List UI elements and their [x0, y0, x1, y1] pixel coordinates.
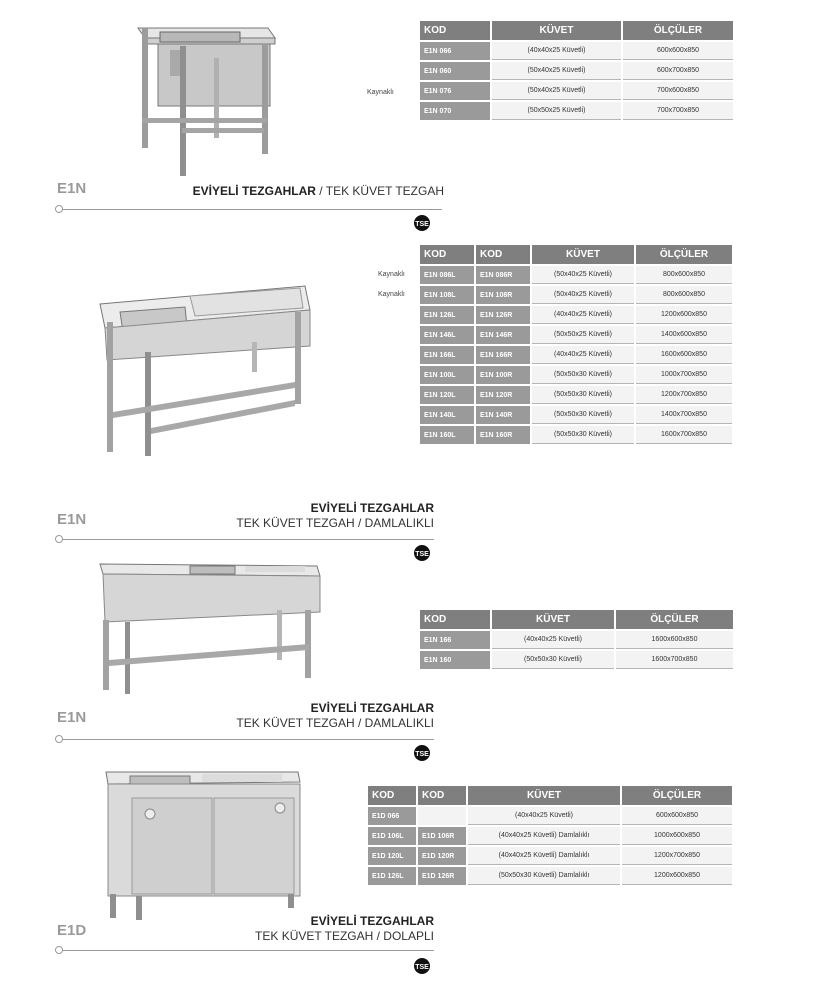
- code-right-cell: E1N 120R: [476, 386, 530, 404]
- table-row: [420, 42, 733, 60]
- code-left-cell: E1N 160L: [420, 426, 474, 444]
- section-subtitle: TEK KÜVET TEZGAH / DOLAPLI: [255, 929, 434, 943]
- section-title-bold: EVİYELİ TEZGAHLAR: [310, 914, 434, 928]
- dimension-cell: 1400x700x850: [636, 406, 732, 424]
- code-right-cell: E1N 108R: [476, 286, 530, 304]
- sink-cabinet-image: [102, 768, 302, 923]
- basin-cell: (50x50x30 Küvetli): [532, 426, 634, 444]
- code-right-cell: [418, 807, 466, 825]
- certification-icon: [412, 743, 432, 763]
- sink-table-long-image: [95, 560, 325, 700]
- dimension-cell: 600x700x850: [623, 62, 733, 80]
- code-cell: E1N 070: [420, 102, 490, 120]
- code-left-cell: E1D 126L: [368, 867, 416, 885]
- header-olculer: ÖLÇÜLER: [636, 245, 732, 264]
- table-row: [420, 366, 732, 384]
- basin-cell: (40x40x25 Küvetli) Damlalıklı: [468, 847, 620, 865]
- dimension-cell: 1600x700x850: [636, 426, 732, 444]
- spec-table-e1n-long: [418, 608, 735, 671]
- table-row: [420, 631, 733, 649]
- section-code: E1D: [57, 922, 87, 939]
- section-title: [193, 184, 444, 199]
- section-code: E1N: [57, 709, 87, 726]
- svg-text:TSE: TSE: [415, 751, 429, 758]
- table-row: [420, 426, 732, 444]
- table-row: [368, 867, 732, 885]
- basin-cell: (40x40x25 Küvetli): [492, 42, 621, 60]
- svg-text:TSE: TSE: [415, 551, 429, 558]
- dimension-cell: 700x600x850: [623, 82, 733, 100]
- header-kod: KOD: [420, 610, 490, 629]
- code-left-cell: E1N 120L: [420, 386, 474, 404]
- dimension-cell: 1200x600x850: [636, 306, 732, 324]
- code-left-cell: E1N 166L: [420, 346, 474, 364]
- dimension-cell: 800x600x850: [636, 266, 732, 284]
- section-title-bold: EVİYELİ TEZGAHLAR: [310, 701, 434, 715]
- basin-cell: (50x40x25 Küvetli): [492, 62, 621, 80]
- code-right-cell: E1D 126R: [418, 867, 466, 885]
- dimension-cell: 700x700x850: [623, 102, 733, 120]
- code-left-cell: E1D 106L: [368, 827, 416, 845]
- basin-cell: (50x50x25 Küvetli): [532, 326, 634, 344]
- table-row: [368, 807, 732, 825]
- header-kuvet: KÜVET: [532, 245, 634, 264]
- dimension-cell: 1600x600x850: [616, 631, 733, 649]
- spec-table-e1n-single: [418, 19, 735, 122]
- code-left-cell: E1N 100L: [420, 366, 474, 384]
- table-row: [420, 306, 732, 324]
- code-right-cell: E1N 146R: [476, 326, 530, 344]
- header-kod: KOD: [420, 21, 490, 40]
- header-kod-right: KOD: [476, 245, 530, 264]
- code-left-cell: E1N 086L: [420, 266, 474, 284]
- code-right-cell: E1D 120R: [418, 847, 466, 865]
- section-subtitle: TEK KÜVET TEZGAH / DAMLALIKLI: [236, 516, 434, 530]
- header-olculer: ÖLÇÜLER: [622, 786, 732, 805]
- dimension-cell: 600x600x850: [623, 42, 733, 60]
- basin-cell: (40x40x25 Küvetli): [532, 346, 634, 364]
- section-title-bold: EVİYELİ TEZGAHLAR: [192, 184, 316, 198]
- header-olculer: ÖLÇÜLER: [623, 21, 733, 40]
- dimension-cell: 1000x600x850: [622, 827, 732, 845]
- code-cell: E1N 076: [420, 82, 490, 100]
- basin-cell: (50x50x30 Küvetli) Damlalıklı: [468, 867, 620, 885]
- table-row: [420, 346, 732, 364]
- code-cell: E1N 160: [420, 651, 490, 669]
- header-kuvet: KÜVET: [492, 610, 614, 629]
- section-title-bold: EVİYELİ TEZGAHLAR: [310, 501, 434, 515]
- side-label-welded: Kaynaklı: [378, 291, 405, 298]
- section-subtitle: TEK KÜVET TEZGAH / DAMLALIKLI: [236, 716, 434, 730]
- table-row: [420, 82, 733, 100]
- table-row: [420, 62, 733, 80]
- dimension-cell: 1000x700x850: [636, 366, 732, 384]
- dimension-cell: 1200x700x850: [636, 386, 732, 404]
- basin-cell: (50x50x25 Küvetli): [492, 102, 621, 120]
- dimension-cell: 1600x600x850: [636, 346, 732, 364]
- section-title-rest: / TEK KÜVET TEZGAH: [315, 184, 444, 198]
- section-divider: [62, 539, 434, 540]
- dimension-cell: 1400x600x850: [636, 326, 732, 344]
- sink-table-drainboard-image: [95, 272, 315, 462]
- code-right-cell: E1N 086R: [476, 266, 530, 284]
- code-right-cell: E1D 106R: [418, 827, 466, 845]
- code-cell: E1N 066: [420, 42, 490, 60]
- header-olculer: ÖLÇÜLER: [616, 610, 733, 629]
- side-label-welded: Kaynaklı: [367, 89, 394, 96]
- dimension-cell: 1200x700x850: [622, 847, 732, 865]
- basin-cell: (50x50x30 Küvetli): [532, 366, 634, 384]
- section-divider: [62, 209, 442, 210]
- basin-cell: (40x40x25 Küvetli): [532, 306, 634, 324]
- table-row: [420, 651, 733, 669]
- basin-cell: (50x50x30 Küvetli): [532, 406, 634, 424]
- code-right-cell: E1N 160R: [476, 426, 530, 444]
- section-title: [236, 701, 434, 731]
- code-cell: E1N 166: [420, 631, 490, 649]
- spec-table-e1d-cabinet: [366, 784, 734, 887]
- section-code: E1N: [57, 180, 87, 197]
- svg-text:TSE: TSE: [415, 964, 429, 971]
- svg-text:TSE: TSE: [415, 221, 429, 228]
- section-divider: [62, 950, 434, 951]
- spec-table-e1n-drainboard: [418, 243, 734, 446]
- header-kod-right: KOD: [418, 786, 466, 805]
- basin-cell: (40x40x25 Küvetli): [492, 631, 614, 649]
- header-kuvet: KÜVET: [468, 786, 620, 805]
- dimension-cell: 1600x700x850: [616, 651, 733, 669]
- code-right-cell: E1N 100R: [476, 366, 530, 384]
- code-right-cell: E1N 126R: [476, 306, 530, 324]
- dimension-cell: 800x600x850: [636, 286, 732, 304]
- header-kuvet: KÜVET: [492, 21, 621, 40]
- table-row: [420, 326, 732, 344]
- basin-cell: (50x40x25 Küvetli): [532, 266, 634, 284]
- dimension-cell: 600x600x850: [622, 807, 732, 825]
- code-right-cell: E1N 140R: [476, 406, 530, 424]
- table-row: [420, 286, 732, 304]
- code-left-cell: E1D 066: [368, 807, 416, 825]
- certification-icon: [412, 543, 432, 563]
- basin-cell: (50x40x25 Küvetli): [532, 286, 634, 304]
- section-title: [236, 501, 434, 531]
- code-cell: E1N 060: [420, 62, 490, 80]
- side-label-welded: Kaynaklı: [378, 271, 405, 278]
- basin-cell: (50x50x30 Küvetli): [492, 651, 614, 669]
- code-left-cell: E1N 146L: [420, 326, 474, 344]
- certification-icon: [412, 956, 432, 976]
- table-row: [420, 266, 732, 284]
- table-row: [420, 102, 733, 120]
- header-kod-left: KOD: [368, 786, 416, 805]
- basin-cell: (50x50x30 Küvetli): [532, 386, 634, 404]
- dimension-cell: 1200x600x850: [622, 867, 732, 885]
- section-title: [255, 914, 434, 944]
- table-row: [368, 847, 732, 865]
- header-kod-left: KOD: [420, 245, 474, 264]
- basin-cell: (50x40x25 Küvetli): [492, 82, 621, 100]
- code-left-cell: E1N 126L: [420, 306, 474, 324]
- basin-cell: (40x40x25 Küvetli): [468, 807, 620, 825]
- code-left-cell: E1N 140L: [420, 406, 474, 424]
- section-divider: [62, 739, 434, 740]
- code-left-cell: E1D 120L: [368, 847, 416, 865]
- table-row: [368, 827, 732, 845]
- table-row: [420, 386, 732, 404]
- code-right-cell: E1N 166R: [476, 346, 530, 364]
- section-code: E1N: [57, 511, 87, 528]
- basin-cell: (40x40x25 Küvetli) Damlalıklı: [468, 827, 620, 845]
- code-left-cell: E1N 108L: [420, 286, 474, 304]
- sink-table-image: [130, 18, 280, 178]
- certification-icon: [412, 213, 432, 233]
- table-row: [420, 406, 732, 424]
